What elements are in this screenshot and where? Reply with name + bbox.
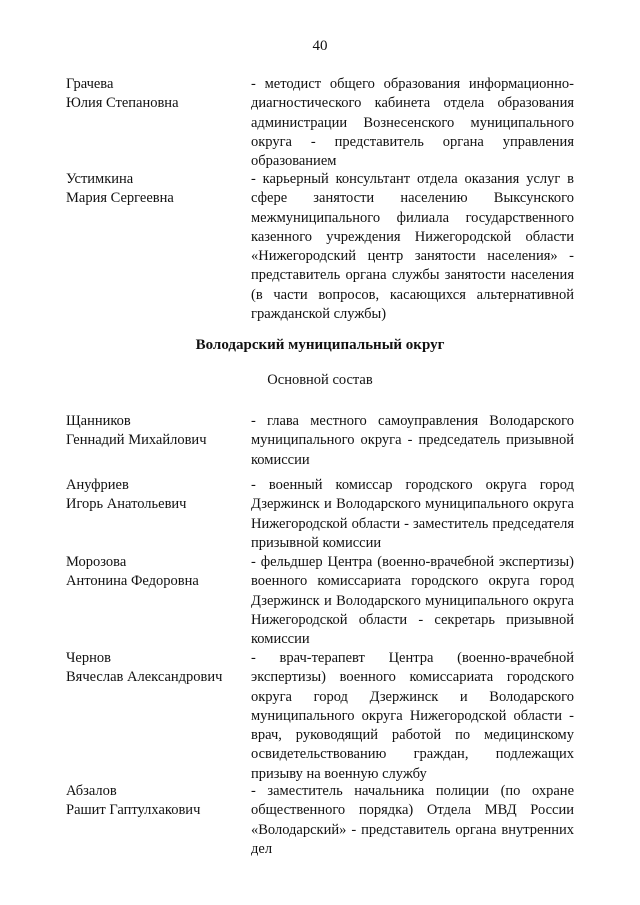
member-role: - методист общего образования информационно-диагностического кабинета отдела образования администрации Вознесенского муниципального округа - представитель органа управления образованием — [251, 76, 574, 170]
member-given-names: Вячеслав Александрович — [66, 669, 223, 686]
member-surname: Щанников — [66, 413, 131, 429]
member-role: - заместитель начальника полиции (по охране общественного порядка) Отдела МВД России «Володарский» - представитель органа внутренних дел — [251, 783, 574, 857]
member-given-names: Юлия Степановна — [66, 95, 179, 112]
page-number: 40 — [312, 38, 328, 54]
member-name — [66, 649, 246, 688]
member-surname: Чернов — [66, 650, 111, 666]
section-subheading: Основной состав — [267, 372, 373, 388]
member-given-names: Мария Сергеевна — [66, 190, 174, 207]
member-surname: Устимкина — [66, 171, 134, 187]
member-name — [66, 476, 246, 515]
member-given-names: Геннадий Михайлович — [66, 432, 207, 449]
member-name — [66, 170, 246, 209]
member-given-names: Антонина Федоровна — [66, 573, 199, 590]
member-role: - военный комиссар городского округа город Дзержинск и Володарского муниципального округа Нижегородской области - заместитель председателя призывной комиссии — [251, 477, 574, 551]
member-given-names: Рашит Гаптулхакович — [66, 802, 201, 819]
member-name — [66, 412, 246, 451]
member-surname: Грачева — [66, 76, 114, 92]
member-given-names: Игорь Анатольевич — [66, 496, 187, 513]
member-surname: Морозова — [66, 554, 127, 570]
member-surname: Абзалов — [66, 783, 117, 799]
member-role: - карьерный консультант отдела оказания услуг в сфере занятости населению Выксунского межмуниципального филиала государственного казенного учреждения Нижегородской области «Нижегородский центр занятости населения» - представитель органа службы занятости населения (в части вопросов, касающихся альтернативной гражданской службы) — [251, 171, 574, 323]
member-role: - врач-терапевт Центра (военно-врачебной экспертизы) военного комиссариата городского округа город Дзержинск и Володарского муниципального округа Нижегородской области - врач, руководящий работой по медицинскому освидетельствованию граждан, подлежащих призыву на военную службу — [251, 650, 574, 782]
member-name — [66, 75, 246, 114]
member-role: - фельдшер Центра (военно-врачебной экспертизы) военного комиссариата городского округа город Дзержинск и Володарского муниципального округа Нижегородской области - секретарь призывной комиссии — [251, 554, 574, 648]
member-name — [66, 553, 246, 592]
member-role: - глава местного самоуправления Володарского муниципального округа - председатель призывной комиссии — [251, 413, 574, 468]
member-name — [66, 782, 246, 821]
member-surname: Ануфриев — [66, 477, 129, 493]
section-heading: Володарский муниципальный округ — [195, 337, 445, 353]
